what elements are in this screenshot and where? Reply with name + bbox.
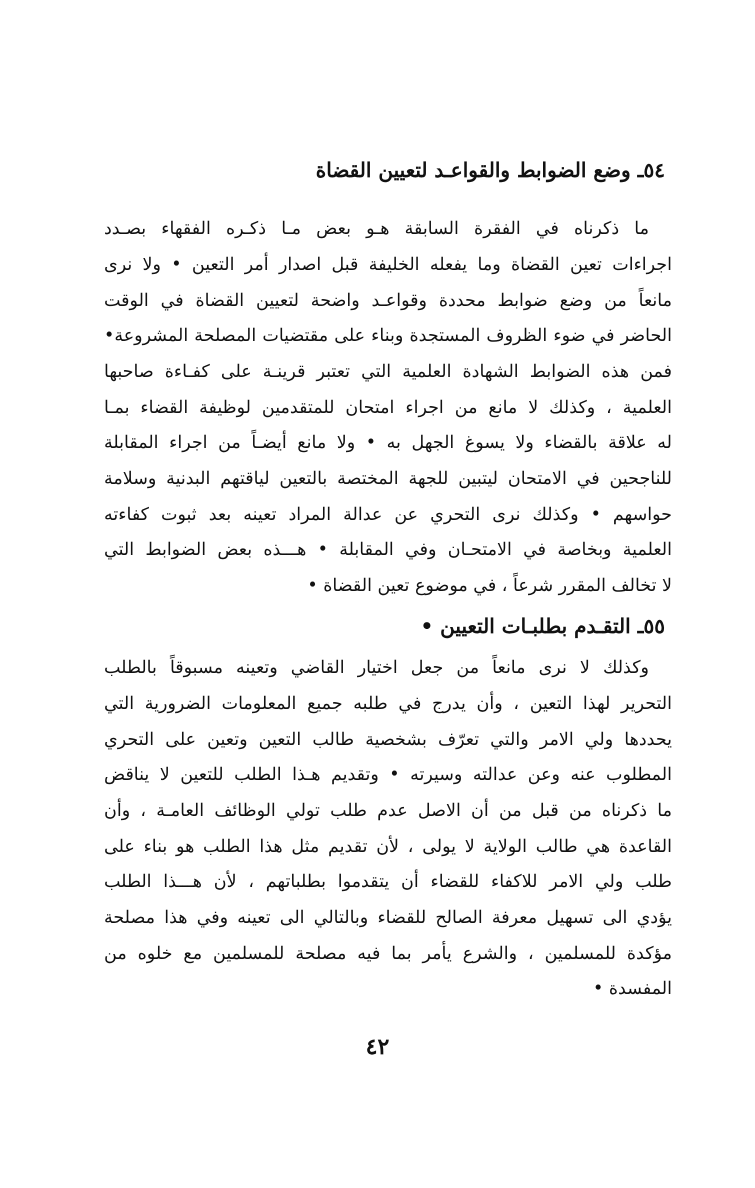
paragraph-line: وكذلك لا نرى مانعاً من جعل اختيار القاضي وتعينه مسبوقاً بالطلب [104, 658, 649, 678]
paragraph-line: له علاقة بالقضاء ولا يسوغ الجهل به • ولا مانع أيضـاً من اجراء المقابلة [104, 433, 672, 453]
paragraph-line: القاعدة هي طالب الولاية لا يولى ، لأن تقديم مثل هذا الطلب هو بناء على [104, 837, 672, 857]
paragraph-line: الحاضر في ضوء الظروف المستجدة وبناء على مقتضيات المصلحة المشروعة• [104, 326, 672, 346]
page-number: ٤٢ [365, 1034, 390, 1060]
paragraph-line: طلب ولي الامر للاكفاء للقضاء أن يتقدموا بطلباتهم ، لأن هـــذا الطلب [104, 872, 672, 892]
paragraph-line: المفسدة • [592, 979, 672, 999]
paragraph-line: ما ذكرناه من قبل من أن الاصل عدم طلب تولي الوظائف العامـة ، وأن [104, 801, 672, 821]
paragraph-line: يحددها ولي الامر والتي تعرّف بشخصية طالب التعين وتعين على التحري [104, 730, 672, 750]
paragraph-line: المطلوب عنه وعن عدالته وسيرته • وتقديم هـذا الطلب للتعين لا يناقض [104, 765, 672, 785]
paragraph-line: اجراءات تعين القضاة وما يفعله الخليفة قبل اصدار أمر التعين • ولا نرى [104, 255, 672, 275]
paragraph-line: حواسهم • وكذلك نرى التحري عن عدالة المراد تعينه بعد ثبوت كفاءته [104, 505, 672, 525]
paragraph-line: يؤدي الى تسهيل معرفة الصالح للقضاء وبالتالي الى تعينه وفي هذا مصلحة [104, 908, 672, 928]
paragraph-line: للناجحين في الامتحان ليتبين للجهة المختصة بالتعين لياقتهم البدنية وسلامة [104, 469, 672, 489]
paragraph-line: التحرير لهذا التعين ، وأن يدرج في طلبه جميع المعلومات الضرورية التي [104, 694, 672, 714]
paragraph-line: ما ذكرناه في الفقرة السابقة هـو بعض مـا ذكـره الفقهاء بصـدد [104, 219, 649, 239]
section-55-heading: ٥٥ـ التقـدم بطلبـات التعيين • [420, 614, 665, 638]
paragraph-line: فمن هذه الضوابط الشهادة العلمية التي تعتبر قرينـة على كفـاءة صاحبها [104, 362, 672, 382]
paragraph-line: لا تخالف المقرر شرعاً ، في موضوع تعين القضاة • [307, 576, 672, 596]
paragraph-line: العلمية ، وكذلك لا مانع من اجراء امتحان للمتقدمين لوظيفة القضاء بمـا [104, 398, 672, 418]
paragraph-line: العلمية وبخاصة في الامتحـان وفي المقابلة • هـــذه بعض الضوابط التي [104, 540, 672, 560]
paragraph-line: مانعاً من وضع ضوابط محددة وقواعـد واضحة لتعيين القضاة في الوقت [104, 291, 672, 311]
paragraph-line: مؤكدة للمسلمين ، والشرع يأمر بما فيه مصلحة للمسلمين مع خلوه من [104, 944, 672, 964]
section-54-heading: ٥٤ـ وضع الضوابط والقواعـد لتعيين القضاة [315, 158, 665, 182]
